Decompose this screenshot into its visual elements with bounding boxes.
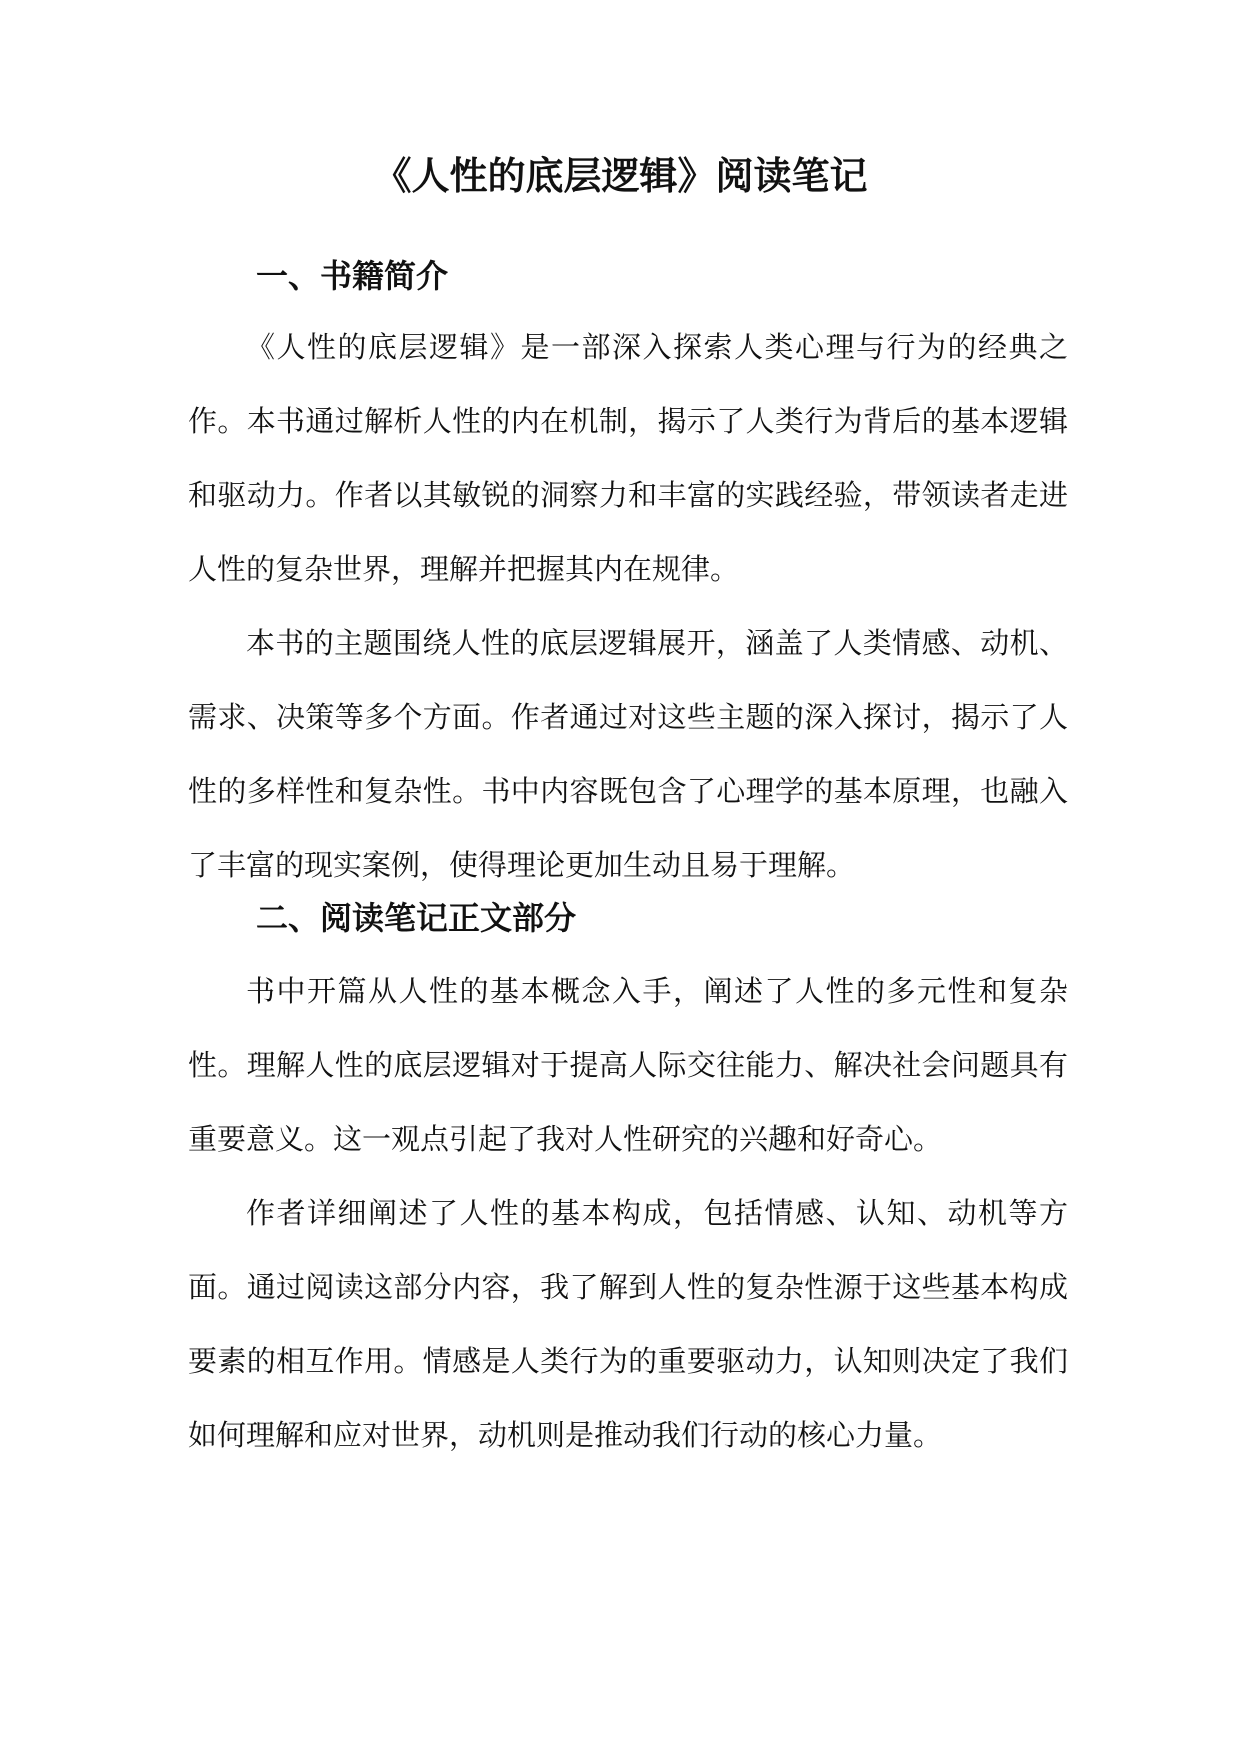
paragraph-intro-2: 本书的主题围绕人性的底层逻辑展开，涵盖了人类情感、动机、需求、决策等多个方面。作者通过对这些主题的深入探讨，揭示了人性的多样性和复杂性。书中内容既包含了心理学的基本原理，也融入了丰富的现实案例，使得理论更加生动且易于理解。 — [188, 626, 1068, 882]
section-heading-intro: 一、书籍简介 — [256, 257, 449, 295]
paragraph-notes-2: 作者详细阐述了人性的基本构成，包括情感、认知、动机等方面。通过阅读这部分内容，我了解到人性的复杂性源于这些基本构成要素的相互作用。情感是人类行为的重要驱动力，认知则决定了我们如何理解和应对世界，动机则是推动我们行动的核心力量。 — [188, 1196, 1068, 1452]
section-heading-notes: 二、阅读笔记正文部分 — [256, 899, 577, 937]
paragraph-notes-1: 书中开篇从人性的基本概念入手，阐述了人性的多元性和复杂性。理解人性的底层逻辑对于提高人际交往能力、解决社会问题具有重要意义。这一观点引起了我对人性研究的兴趣和好奇心。 — [188, 974, 1068, 1156]
paragraph-intro-1: 《人性的底层逻辑》是一部深入探索人类心理与行为的经典之作。本书通过解析人性的内在机制，揭示了人类行为背后的基本逻辑和驱动力。作者以其敏锐的洞察力和丰富的实践经验，带领读者走进人性的复杂世界，理解并把握其内在规律。 — [188, 330, 1068, 586]
document-title: 《人性的底层逻辑》阅读笔记 — [373, 153, 868, 198]
